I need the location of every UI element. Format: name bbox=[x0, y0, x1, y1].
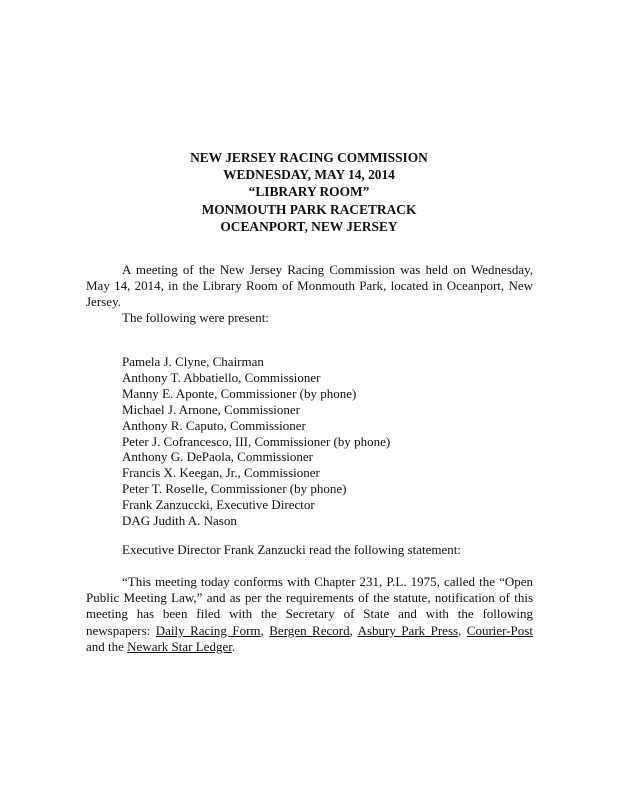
heading-line-date: WEDNESDAY, MAY 14, 2014 bbox=[223, 167, 395, 183]
heading-line-organization: NEW JERSEY RACING COMMISSION bbox=[190, 150, 428, 165]
attendee-item: Frank Zanzuccki, Executive Director bbox=[122, 497, 315, 513]
attendee-item: Michael J. Arnone, Commissioner bbox=[122, 401, 301, 417]
heading-line-room: “LIBRARY ROOM” bbox=[248, 184, 370, 200]
attendee-item: DAG Judith A. Nason bbox=[122, 513, 237, 529]
intro-paragraph: A meeting of the New Jersey Racing Commission was held on Wednesday, May 14, 2014, in the Library Room of Monmouth Park, located in Oceanport, New Jersey. bbox=[86, 262, 533, 310]
attendee-item: Pamela J. Clyne, Chairman bbox=[122, 354, 264, 369]
attendee-item: Manny E. Aponte, Commissioner (by phone) bbox=[122, 385, 357, 401]
separator: and the bbox=[86, 638, 128, 654]
separator: , bbox=[260, 622, 270, 638]
separator: , bbox=[458, 622, 467, 638]
attendee-item: Francis X. Keegan, Jr., Commissioner bbox=[122, 465, 320, 481]
attendee-item: Peter J. Cofrancesco, III, Commissioner (by phone) bbox=[122, 433, 391, 449]
separator: , bbox=[349, 622, 358, 638]
attendee-list bbox=[122, 354, 390, 529]
statement-text: “This meeting today conforms with Chapter 231, P.L. 1975, called the “Open Public Meeting Law,” and as per the requirements of the statute, notification of this meeting has been filed with the Secretary of State and with the following newspapers: bbox=[86, 574, 533, 638]
document-heading bbox=[0, 149, 618, 235]
newspaper-courier-post: Courier-Post bbox=[466, 622, 533, 638]
attendee-item: Anthony T. Abbatiello, Commissioner bbox=[122, 369, 321, 385]
heading-line-venue: MONMOUTH PARK RACETRACK bbox=[201, 201, 417, 217]
statement-paragraph bbox=[86, 574, 533, 655]
newspaper-newark-star-ledger: Newark Star Ledger bbox=[127, 638, 232, 654]
newspaper-daily-racing-form: Daily Racing Form bbox=[155, 622, 261, 638]
newspaper-bergen-record: Bergen Record bbox=[269, 622, 350, 638]
attendee-item: Anthony G. DePaola, Commissioner bbox=[122, 449, 314, 465]
attendee-item: Anthony R. Caputo, Commissioner bbox=[122, 417, 306, 433]
present-label: The following were present: bbox=[122, 310, 269, 325]
statement-end: . bbox=[231, 638, 236, 654]
statement-intro: Executive Director Frank Zanzucki read the following statement: bbox=[122, 542, 461, 557]
newspaper-asbury-park-press: Asbury Park Press bbox=[357, 622, 459, 638]
heading-line-location: OCEANPORT, NEW JERSEY bbox=[220, 218, 398, 234]
attendee-item: Peter T. Roselle, Commissioner (by phone) bbox=[122, 481, 347, 497]
